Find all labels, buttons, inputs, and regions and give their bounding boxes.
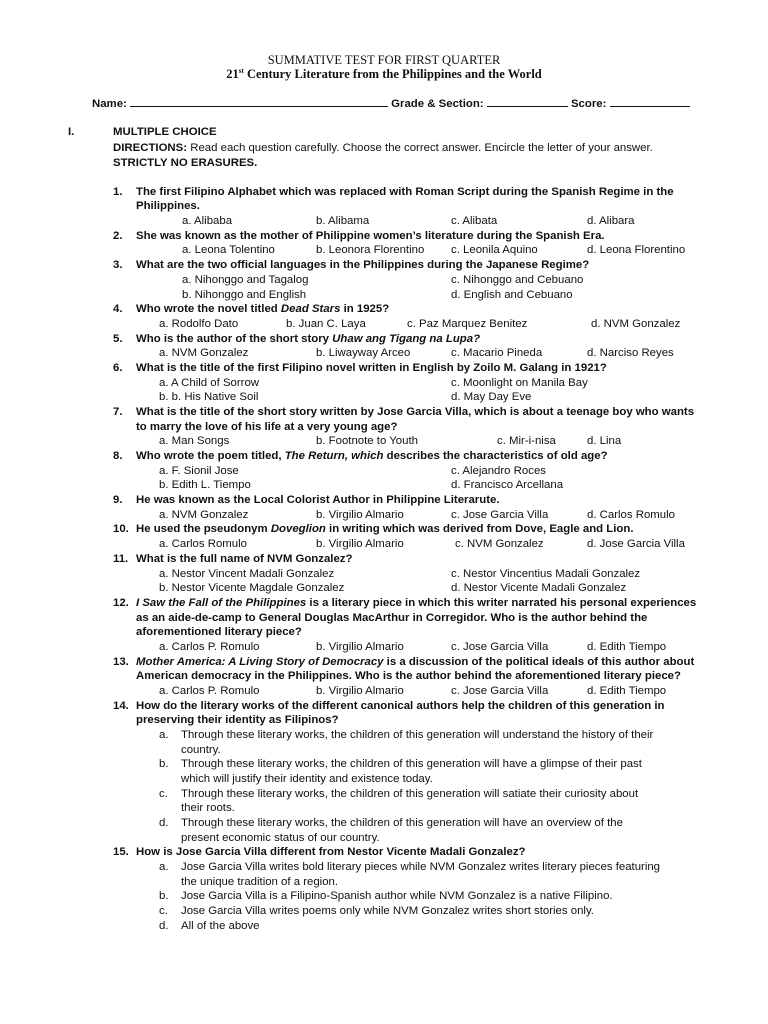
question-number: 8.: [113, 450, 123, 462]
question-text: [136, 449, 608, 463]
choice-b-letter[interactable]: b.: [159, 758, 169, 770]
choice-b[interactable]: b. Edith L. Tiempo: [159, 479, 251, 491]
choice-d[interactable]: d. Lina: [587, 435, 622, 447]
question-number: 10.: [113, 523, 129, 535]
choice-d[interactable]: d. Narciso Reyes: [587, 347, 674, 359]
choice-d[interactable]: d. NVM Gonzalez: [591, 318, 681, 330]
choice-c[interactable]: c. Nestor Vincentius Madali Gonzalez: [451, 568, 641, 580]
question-number: 4.: [113, 303, 123, 315]
work-title: I Saw the Fall of the Philippines: [136, 597, 307, 609]
choice-c[interactable]: c. Macario Pineda: [451, 347, 543, 359]
question-text: to marry the love of his life at a very young age?: [136, 421, 398, 433]
choice-d[interactable]: d. Carlos Romulo: [587, 509, 675, 521]
choice-b[interactable]: b. Footnote to Youth: [316, 435, 418, 447]
choice-c[interactable]: c. Jose Garcia Villa: [451, 685, 549, 697]
choice-b[interactable]: which will justify their identity and existence today.: [181, 773, 433, 785]
question-text: How is Jose Garcia Villa different from Nestor Vicente Madali Gonzalez?: [136, 846, 526, 858]
question-number: 1.: [113, 186, 123, 198]
question-text: [136, 302, 389, 316]
question-text: aforementioned literary piece?: [136, 626, 302, 638]
choice-a[interactable]: a. NVM Gonzalez: [159, 509, 249, 521]
question-number: 11.: [113, 553, 129, 565]
choice-c[interactable]: c. Jose Garcia Villa: [451, 641, 549, 653]
question-text-part: in 1925?: [340, 303, 390, 315]
choice-a[interactable]: a. Leona Tolentino: [182, 244, 275, 256]
choice-b[interactable]: b. Juan C. Laya: [286, 318, 366, 330]
question-text: The first Filipino Alphabet which was replaced with Roman Script during the Spanish Regime in the: [136, 186, 674, 198]
choice-d[interactable]: d. Leona Florentino: [587, 244, 686, 256]
question-number: 2.: [113, 230, 123, 242]
choice-a[interactable]: a. Carlos P. Romulo: [159, 685, 260, 697]
subtitle-text: Century Literature from the Philippines and the World: [243, 67, 542, 82]
choice-a-letter[interactable]: a.: [159, 861, 169, 873]
directions-text: Read each question carefully. Choose the correct answer. Encircle the letter of your answer.: [187, 142, 653, 154]
work-title: The Return, which: [284, 450, 384, 462]
choice-a[interactable]: a. F. Sionil Jose: [159, 465, 239, 477]
choice-b[interactable]: Through these literary works, the children of this generation will have a glimpse of their past: [181, 758, 642, 770]
question-text-part: is a literary piece in which this writer narrated his personal experiences: [306, 597, 697, 609]
name-label: Name:: [92, 98, 127, 110]
question-text: preserving their identity as Filipinos?: [136, 714, 339, 726]
test-subtitle: [0, 67, 768, 82]
question-number: 5.: [113, 333, 123, 345]
score-blank[interactable]: [610, 95, 690, 107]
name-blank[interactable]: [130, 95, 388, 107]
choice-b[interactable]: Jose Garcia Villa is a Filipino-Spanish author while NVM Gonzalez is a native Filipino.: [181, 890, 613, 902]
subtitle-number: 21: [226, 67, 239, 82]
choice-c[interactable]: Through these literary works, the children of this generation will satiate their curiosity about: [181, 788, 639, 800]
choice-a[interactable]: a. Nihonggo and Tagalog: [182, 274, 309, 286]
question-text: What is the title of the short story written by Jose Garcia Villa, which is about a teenage boy who wants: [136, 406, 695, 418]
choice-c-letter[interactable]: c.: [159, 905, 168, 917]
choice-d[interactable]: d. Jose Garcia Villa: [587, 538, 685, 550]
directions-label: DIRECTIONS:: [113, 142, 188, 154]
choice-d[interactable]: All of the above: [181, 920, 260, 932]
choice-a[interactable]: a. A Child of Sorrow: [159, 377, 260, 389]
choice-c[interactable]: c. NVM Gonzalez: [455, 538, 544, 550]
choice-d-letter[interactable]: d.: [159, 817, 169, 829]
question-text-part: is a discussion of the political ideals of this author about: [383, 656, 695, 668]
question-text: [136, 522, 634, 536]
question-number: 6.: [113, 362, 123, 374]
question-text: How do the literary works of the different canonical authors help the children of this generation in: [136, 700, 665, 712]
directions-warning: STRICTLY NO ERASURES.: [113, 156, 258, 169]
section-title: MULTIPLE CHOICE: [113, 126, 217, 138]
choice-b[interactable]: b. Virgilio Almario: [316, 538, 404, 550]
choice-d[interactable]: d. Alibara: [587, 215, 635, 227]
choice-a[interactable]: Jose Garcia Villa writes bold literary pieces while NVM Gonzalez writes literary pieces featuring: [181, 861, 661, 873]
choice-c[interactable]: c. Mir-i-nisa: [497, 435, 556, 447]
choice-b[interactable]: b. Virgilio Almario: [316, 641, 404, 653]
choice-b[interactable]: b. Leonora Florentino: [316, 244, 425, 256]
choice-a[interactable]: a. NVM Gonzalez: [159, 347, 249, 359]
choice-b[interactable]: b. Nestor Vicente Magdale Gonzalez: [159, 582, 345, 594]
question-text: as an aide-de-camp to General Douglas MacArthur in Corregidor. Who is the author behind the: [136, 612, 648, 624]
choice-a[interactable]: country.: [181, 744, 221, 756]
section-number: I.: [68, 126, 75, 138]
grade-section-blank[interactable]: [487, 95, 568, 107]
question-text-part: Who is the author of the short story: [136, 333, 333, 345]
pseudonym: Doveglion: [270, 523, 326, 535]
choice-c[interactable]: c. Paz Marquez Benitez: [407, 318, 528, 330]
choice-c[interactable]: c. Alibata: [451, 215, 498, 227]
question-number: 9.: [113, 494, 123, 506]
question-number: 7.: [113, 406, 123, 418]
question-text: What are the two official languages in the Philippines during the Japanese Regime?: [136, 259, 590, 271]
work-title: Dead Stars: [280, 303, 341, 315]
choice-a[interactable]: a. Rodolfo Dato: [159, 318, 239, 330]
choice-d[interactable]: d. English and Cebuano: [451, 289, 573, 301]
choice-c[interactable]: Jose Garcia Villa writes poems only while NVM Gonzalez writes short stories only.: [181, 905, 594, 917]
choice-c[interactable]: c. Alejandro Roces: [451, 465, 546, 477]
question-text: She was known as the mother of Philippine women’s literature during the Spanish Era.: [136, 230, 605, 242]
question-number: 3.: [113, 259, 123, 271]
question-number: 14.: [113, 700, 129, 712]
question-text: [136, 596, 696, 610]
choice-a-letter[interactable]: a.: [159, 729, 169, 741]
directions: [113, 141, 733, 170]
question-text: [136, 332, 480, 346]
choice-a[interactable]: a. Man Songs: [159, 435, 230, 447]
choice-b[interactable]: b. Nihonggo and English: [182, 289, 307, 301]
choice-c[interactable]: c. Leonila Aquino: [451, 244, 538, 256]
choice-d[interactable]: d. Francisco Arcellana: [451, 479, 564, 491]
question-text: Philippines.: [136, 200, 200, 212]
choice-a[interactable]: a. Nestor Vincent Madali Gonzalez: [159, 568, 335, 580]
question-text: What is the full name of NVM Gonzalez?: [136, 553, 353, 565]
question-text-part: describes the characteristics of old age?: [383, 450, 608, 462]
question-text: American democracy in the Philippines. Who is the author behind the aforementioned literary piece?: [136, 670, 681, 682]
choice-b[interactable]: b. Liwayway Arceo: [316, 347, 411, 359]
choice-a[interactable]: a. Carlos P. Romulo: [159, 641, 260, 653]
work-title: Mother America: A Living Story of Democracy: [136, 656, 384, 668]
question-number: 12.: [113, 597, 129, 609]
choice-d[interactable]: d. May Day Eve: [451, 391, 532, 403]
choice-a[interactable]: Through these literary works, the children of this generation will understand the history of their: [181, 729, 654, 741]
choice-d[interactable]: d. Nestor Vicente Madali Gonzalez: [451, 582, 627, 594]
subtitle-superscript: st: [238, 67, 244, 75]
choice-a[interactable]: a. Carlos Romulo: [159, 538, 247, 550]
choice-b[interactable]: b. Alibama: [316, 215, 370, 227]
choice-c[interactable]: their roots.: [181, 802, 235, 814]
choice-c-letter[interactable]: c.: [159, 788, 168, 800]
question-text-part: Who wrote the novel titled: [136, 303, 281, 315]
choice-c[interactable]: c. Jose Garcia Villa: [451, 509, 549, 521]
score-label: Score:: [570, 98, 607, 110]
choice-d[interactable]: Through these literary works, the children of this generation will have an overview of the: [181, 817, 623, 829]
question-text-part: in writing which was derived from Dove, Eagle and Lion.: [325, 523, 634, 535]
choice-b-letter[interactable]: b.: [159, 890, 169, 902]
choice-d[interactable]: d. Edith Tiempo: [587, 641, 667, 653]
choice-c[interactable]: c. Nihonggo and Cebuano: [451, 274, 584, 286]
choice-a[interactable]: a. Alibaba: [182, 215, 233, 227]
choice-a[interactable]: the unique tradition of a region.: [181, 876, 339, 888]
choice-b[interactable]: b. b. His Native Soil: [159, 391, 259, 403]
choice-d[interactable]: present economic status of our country.: [181, 832, 380, 844]
question-text-part: He used the pseudonym: [136, 523, 271, 535]
choice-d[interactable]: d. Edith Tiempo: [587, 685, 667, 697]
choice-b[interactable]: b. Virgilio Almario: [316, 685, 404, 697]
question-text: What is the title of the first Filipino novel written in English by Zoilo M. Galang in 1921?: [136, 362, 607, 374]
student-info-fields: [92, 95, 690, 110]
work-title: Uhaw ang Tigang na Lupa?: [332, 333, 481, 345]
question-number: 13.: [113, 656, 129, 668]
question-text: [136, 655, 694, 669]
choice-c[interactable]: c. Moonlight on Manila Bay: [451, 377, 588, 389]
question-text-part: Who wrote the poem titled,: [136, 450, 285, 462]
choice-b[interactable]: b. Virgilio Almario: [316, 509, 404, 521]
choice-d-letter[interactable]: d.: [159, 920, 169, 932]
grade-section-label: Grade & Section:: [391, 98, 484, 110]
question-text: He was known as the Local Colorist Author in Philippine Literarute.: [136, 494, 500, 506]
test-title: SUMMATIVE TEST FOR FIRST QUARTER: [267, 53, 501, 67]
question-number: 15.: [113, 846, 129, 858]
